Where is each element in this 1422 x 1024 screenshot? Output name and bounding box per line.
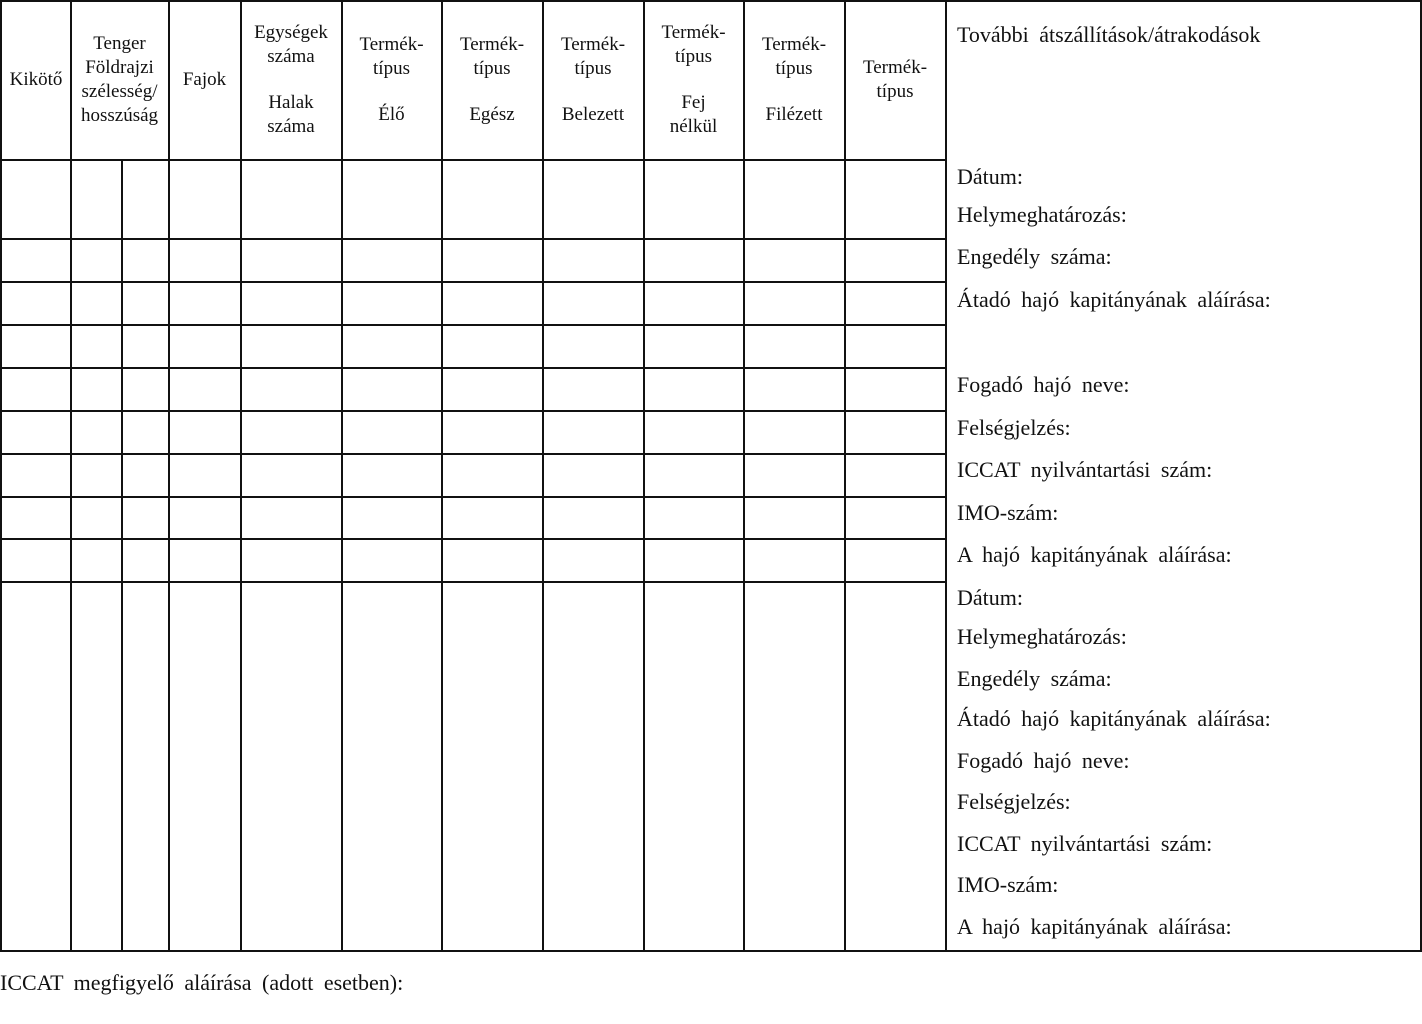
- table-rule: [0, 410, 945, 412]
- field-label: A hajó kapitányának aláírása:: [957, 542, 1232, 567]
- header-fajok: [169, 2, 240, 158]
- header-label: száma: [267, 116, 315, 137]
- header-tenger: [71, 2, 168, 158]
- field-label: ICCAT nyilvántartási szám:: [957, 831, 1213, 856]
- header-label: nélkül: [669, 116, 718, 137]
- field-label: Engedély száma:: [957, 244, 1112, 269]
- field-label: Átadó hajó kapitányának aláírása:: [957, 706, 1271, 731]
- header-kikoto: [2, 2, 70, 158]
- field-label: A hajó kapitányának aláírása:: [957, 914, 1232, 939]
- header-label: Belezett: [561, 104, 625, 125]
- header-label: Termék-: [560, 34, 626, 55]
- header-label: Tenger: [93, 33, 146, 54]
- header-label: száma: [267, 46, 315, 67]
- field-label: Átadó hajó kapitányának aláírása:: [957, 287, 1271, 312]
- table-rule: [0, 496, 945, 498]
- header-termek-egesz: [442, 2, 542, 158]
- field-label: IMO-szám:: [957, 500, 1059, 525]
- header-label: Fajok: [182, 69, 227, 90]
- header-label: Élő: [378, 104, 405, 125]
- header-label: Kikötő: [9, 69, 63, 90]
- table-rule: [0, 453, 945, 455]
- header-label: Filézett: [765, 104, 823, 125]
- header-termek-belezett: [543, 2, 643, 158]
- header-label: Termék-: [761, 34, 827, 55]
- header-label: Földrajzi: [85, 57, 154, 78]
- right-column-title: További átszállítások/átrakodások: [957, 22, 1261, 47]
- header-label: Fej: [681, 92, 706, 113]
- table-rule: [0, 324, 945, 326]
- header-termek-elo: [342, 2, 441, 158]
- header-label: típus: [775, 58, 813, 79]
- table-rule: [945, 0, 947, 950]
- header-label: Termék-: [661, 22, 726, 43]
- field-label: Felségjelzés:: [957, 789, 1071, 814]
- header-label: hosszúság: [80, 105, 159, 126]
- field-label: Dátum:: [957, 164, 1023, 189]
- observer-signature-label: ICCAT megfigyelő aláírása (adott esetben):: [0, 970, 404, 995]
- header-egysegek: [241, 2, 341, 158]
- field-label: Fogadó hajó neve:: [957, 748, 1130, 773]
- table-rule: [0, 238, 945, 240]
- header-label: Termék-: [459, 34, 525, 55]
- header-termek: [845, 2, 945, 158]
- header-label: típus: [675, 46, 712, 67]
- field-label: Felségjelzés:: [957, 415, 1071, 440]
- header-label: típus: [876, 81, 914, 102]
- table-rule: [0, 367, 945, 369]
- field-label: Helymeghatározás:: [957, 202, 1127, 227]
- table-rule: [0, 159, 945, 161]
- header-label: Halak: [268, 92, 314, 113]
- header-label: típus: [373, 58, 410, 79]
- field-label: Engedély száma:: [957, 666, 1112, 691]
- header-label: Termék-: [359, 34, 424, 55]
- header-label: típus: [473, 58, 511, 79]
- table-rule: [0, 950, 1422, 952]
- header-label: szélesség/: [81, 81, 158, 102]
- table-rule: [0, 281, 945, 283]
- field-label: IMO-szám:: [957, 872, 1059, 897]
- header-label: típus: [574, 58, 612, 79]
- header-label: Termék-: [862, 57, 928, 78]
- header-label: Egységek: [254, 22, 328, 43]
- field-label: Fogadó hajó neve:: [957, 372, 1130, 397]
- table-rule: [0, 581, 945, 583]
- field-label: Helymeghatározás:: [957, 624, 1127, 649]
- field-label: ICCAT nyilvántartási szám:: [957, 457, 1213, 482]
- table-rule: [121, 159, 123, 950]
- header-label: Egész: [469, 104, 515, 125]
- header-termek-filezett: [744, 2, 844, 158]
- field-label: Dátum:: [957, 585, 1023, 610]
- header-termek-fej-nelkul: [644, 2, 743, 158]
- table-rule: [0, 538, 945, 540]
